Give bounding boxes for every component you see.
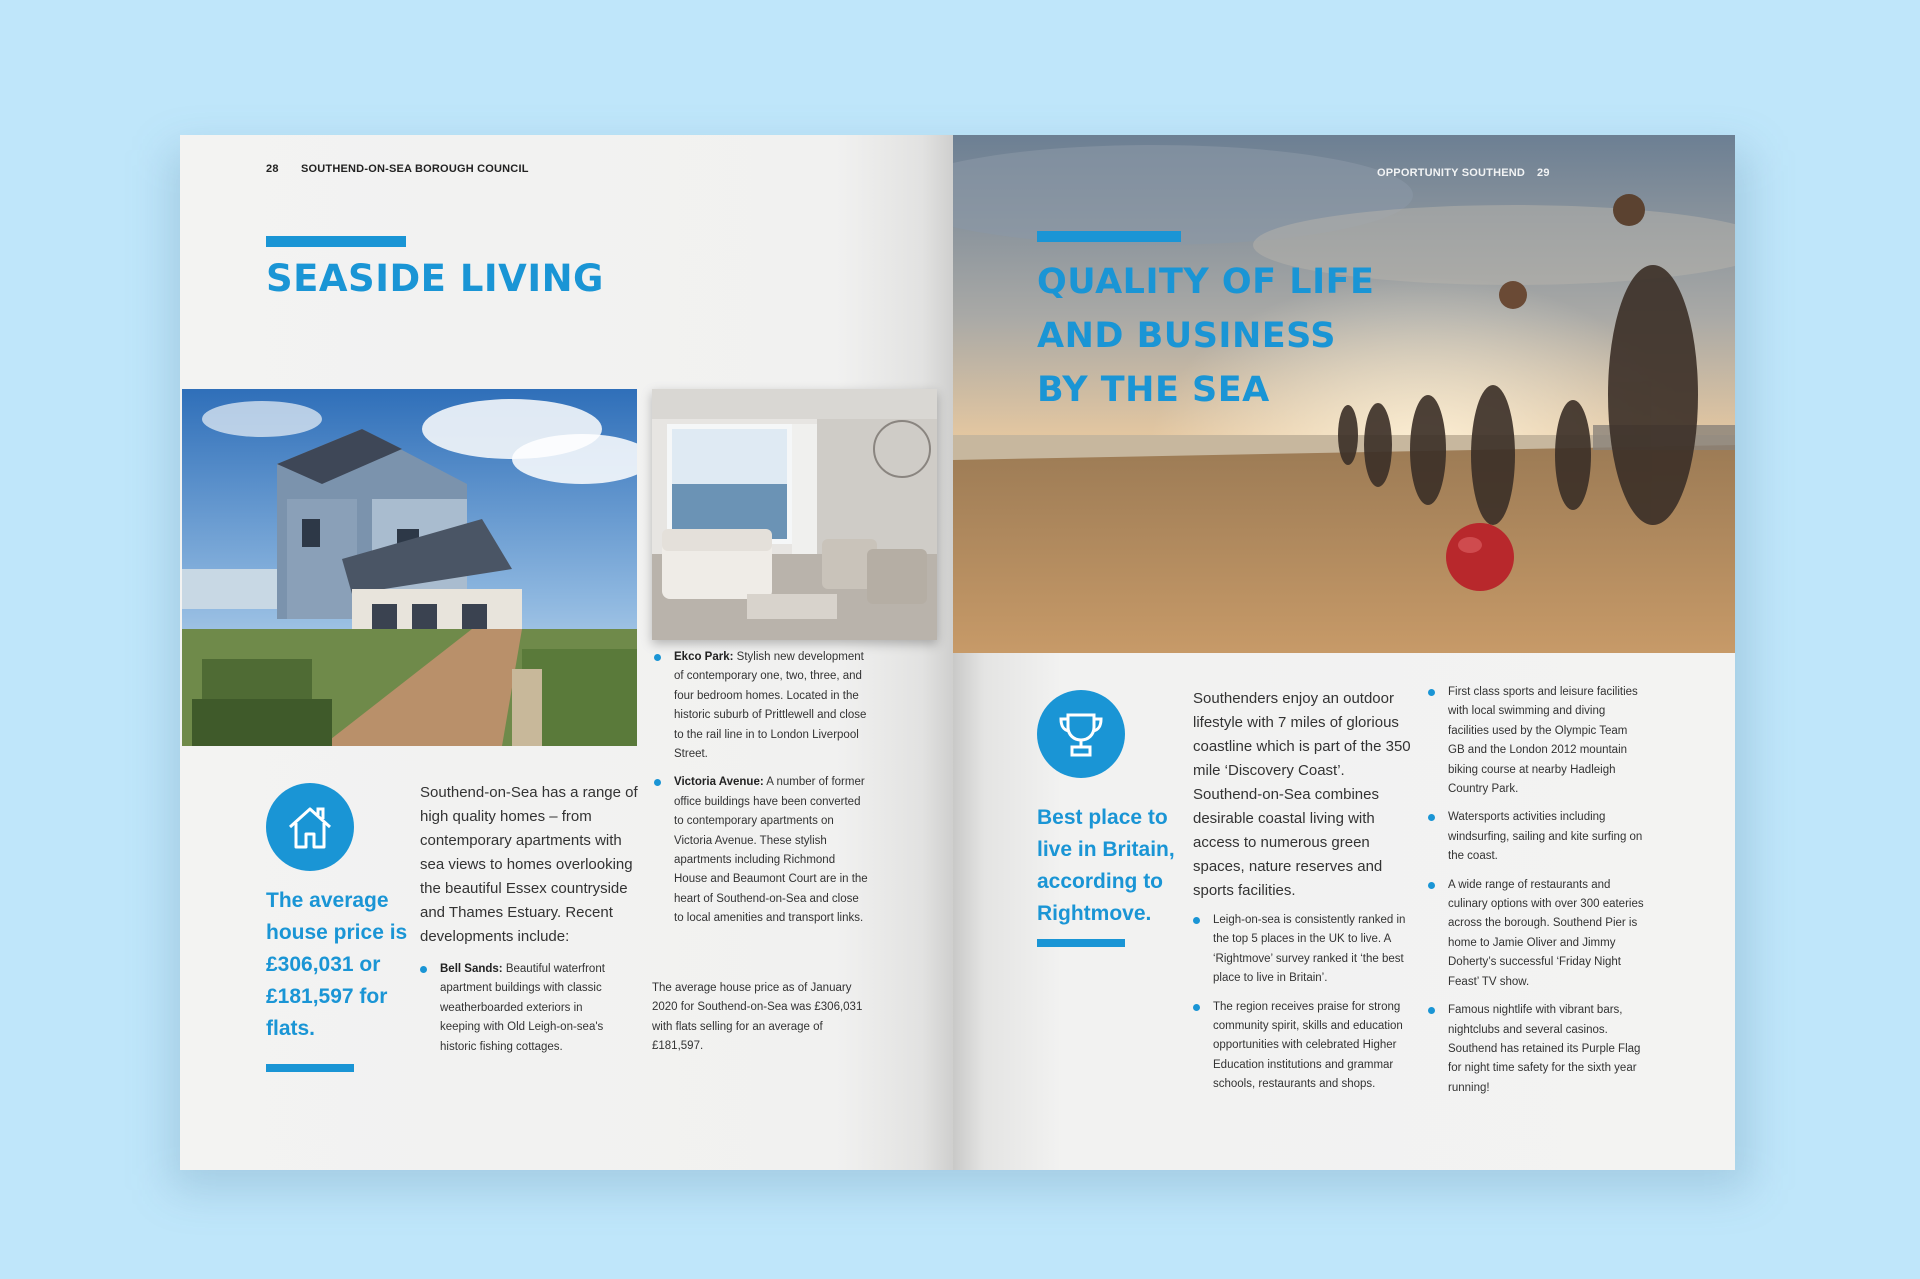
title-accent-bar bbox=[266, 236, 406, 247]
callout-underline bbox=[1037, 939, 1125, 947]
rightmove-callout bbox=[1037, 802, 1177, 930]
house-icon-badge bbox=[266, 783, 354, 871]
list-item-text: Watersports activities including windsurfing, sailing and kite surfing on the coast. bbox=[1448, 811, 1643, 863]
list-item bbox=[1428, 683, 1646, 799]
left-page bbox=[180, 135, 953, 1170]
page-title: SEASIDE LIVING bbox=[266, 257, 604, 300]
list-item-text: A wide range of restaurants and culinary options with over 300 eateries across the borough. Southend Pier is home to Jamie Oliver and Jimmy Doherty’s successful ‘Friday Night Feast’ TV show. bbox=[1448, 878, 1644, 988]
right-page bbox=[953, 135, 1735, 1170]
callout-line: according to bbox=[1037, 870, 1164, 893]
list-item bbox=[1428, 1001, 1646, 1098]
callout-line: Rightmove. bbox=[1037, 902, 1152, 925]
list-item bbox=[420, 960, 625, 1057]
house-icon bbox=[284, 801, 336, 853]
development-name: Ekco Park: bbox=[674, 651, 734, 663]
page-number: 28 bbox=[266, 163, 279, 175]
list-item bbox=[1428, 876, 1646, 992]
development-text: A number of former office buildings have been converted to contemporary apartments on Victoria Avenue. These stylish apartments including Richmond House and Beaumont Court are in the heart of Southend-on-Sea and close to local amenities and transport links. bbox=[674, 776, 868, 925]
bullet-dot bbox=[1428, 1007, 1435, 1014]
lifestyle-list-col2 bbox=[1428, 683, 1646, 1107]
development-name: Bell Sands: bbox=[440, 963, 503, 975]
title-accent-bar bbox=[1037, 231, 1181, 242]
list-item-text: First class sports and leisure facilities with local swimming and diving facilities used by the Olympic Team GB and the London 2012 mountain biking course at nearby Hadleigh Country Park. bbox=[1448, 686, 1638, 796]
list-item bbox=[1193, 911, 1411, 989]
price-callout bbox=[266, 885, 416, 1045]
development-text: Stylish new development of contemporary one, two, three, and four bedroom homes. Located in the historic suburb of Prittlewell and close to the rail line in to London Liverpool Street. bbox=[674, 651, 867, 761]
bullet-dot bbox=[1428, 882, 1435, 889]
bullet-dot bbox=[654, 779, 661, 786]
page-title bbox=[1037, 255, 1374, 417]
callout-line: £181,597 for bbox=[266, 985, 388, 1008]
callout-line: live in Britain, bbox=[1037, 838, 1175, 861]
callout-line: house price is bbox=[266, 921, 408, 944]
apartment-interior-photo bbox=[652, 389, 937, 640]
title-line: QUALITY OF LIFE bbox=[1037, 262, 1375, 302]
callout-line: The average bbox=[266, 889, 389, 912]
bullet-dot bbox=[1193, 917, 1200, 924]
developments-list-col2 bbox=[654, 648, 869, 938]
callout-line: Best place to bbox=[1037, 806, 1168, 829]
bullet-dot bbox=[654, 654, 661, 661]
callout-line: £306,031 or bbox=[266, 953, 381, 976]
development-name: Victoria Avenue: bbox=[674, 776, 764, 789]
running-header: SOUTHEND-ON-SEA BOROUGH COUNCIL bbox=[301, 163, 529, 175]
list-item-text: Leigh-on-sea is consistently ranked in the top 5 places in the UK to live. A ‘Rightmove’ survey ranked it ‘the best place to live in Britain’. bbox=[1213, 914, 1406, 985]
intro-paragraph: Southenders enjoy an outdoor lifestyle with 7 miles of glorious coastline which is part of the 350 mile ‘Discovery Coast’. Southend-on-Sea combines desirable coastal living with access to numerous green spaces, nature reserves and sports facilities. bbox=[1193, 690, 1411, 899]
trophy-icon-badge bbox=[1037, 690, 1125, 778]
page-number: 29 bbox=[1537, 167, 1550, 179]
list-item bbox=[654, 648, 869, 764]
bullet-dot bbox=[1428, 689, 1435, 696]
intro-paragraph: Southend-on-Sea has a range of high quality homes – from contemporary apartments with sea views to homes overlooking the beautiful Essex countryside and Thames Estuary. Recent developments include: bbox=[420, 784, 638, 945]
callout-underline bbox=[266, 1064, 354, 1072]
lifestyle-list-col1 bbox=[1193, 911, 1411, 1104]
bullet-dot bbox=[1193, 1004, 1200, 1011]
list-item-text: The region receives praise for strong community spirit, skills and education opportunities with celebrated Higher Education institutions and grammar schools, restaurants and shops. bbox=[1213, 1000, 1403, 1091]
house-exterior-photo bbox=[182, 389, 637, 746]
list-item-text: Famous nightlife with vibrant bars, nightclubs and several casinos. Southend has retained its Purple Flag for night time safety for the sixth year running! bbox=[1448, 1004, 1641, 1094]
list-item bbox=[1428, 808, 1646, 866]
bullet-dot bbox=[420, 966, 427, 973]
list-item bbox=[1193, 998, 1411, 1095]
development-text: Beautiful waterfront apartment buildings with classic weatherboarded exteriors in keeping with Old Leigh-on-sea's historic fishing cottages. bbox=[440, 963, 605, 1053]
title-line: BY THE SEA bbox=[1037, 370, 1270, 410]
average-price-note: The average house price as of January 2020 for Southend-on-Sea was £306,031 with flats selling for an average of £181,597. bbox=[652, 982, 863, 1053]
running-header: OPPORTUNITY SOUTHEND bbox=[1377, 167, 1526, 179]
callout-line: flats. bbox=[266, 1017, 316, 1040]
title-line: AND BUSINESS bbox=[1037, 316, 1336, 356]
list-item bbox=[654, 773, 869, 928]
bullet-dot bbox=[1428, 814, 1435, 821]
trophy-icon bbox=[1054, 707, 1108, 761]
developments-list-col1 bbox=[420, 960, 625, 1066]
